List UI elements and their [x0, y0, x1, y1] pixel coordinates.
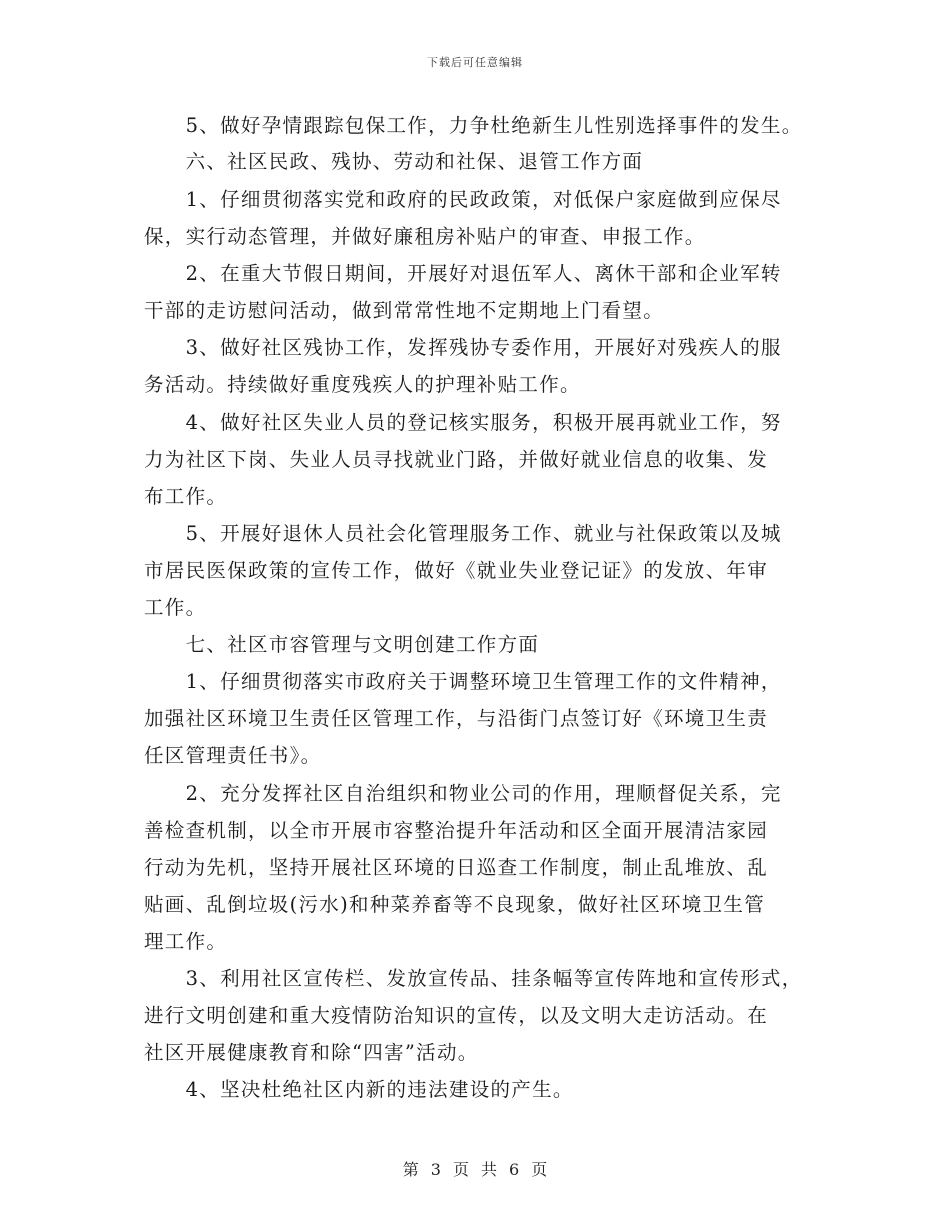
- page-label-unit: 页: [452, 1160, 469, 1179]
- text-line: 六、社区民政、残协、劳动和社保、退管工作方面: [144, 150, 644, 173]
- current-page-number: 3: [430, 1160, 441, 1179]
- total-page-number: 6: [509, 1160, 520, 1179]
- text-line: 贴画、乱倒垃圾(污水)和种菜养畜等不良现象，做好社区环境卫生管: [144, 893, 766, 916]
- text-line: 理工作。: [144, 930, 228, 953]
- text-line: 5、开展好退休人员社会化管理服务工作、就业与社保政策以及城: [144, 522, 782, 545]
- text-line: 4、坚决杜绝社区内新的违法建设的产生。: [144, 1078, 574, 1101]
- text-line: 任区管理责任书》。: [144, 744, 322, 767]
- text-line: 善检查机制，以全市开展市容整治提升年活动和区全面开展清洁家园: [144, 819, 769, 842]
- text-line: 5、做好孕情跟踪包保工作，力争杜绝新生儿性别选择事件的发生。: [144, 114, 803, 137]
- text-line: 工作。: [144, 596, 207, 619]
- text-line: 4、做好社区失业人员的登记核实服务，积极开展再就业工作，努: [144, 411, 782, 434]
- text-line: 务活动。持续做好重度残疾人的护理补贴工作。: [144, 373, 581, 396]
- text-line: 3、做好社区残协工作，发挥残协专委作用，开展好对残疾人的服: [144, 336, 782, 359]
- text-line: 1、仔细贯彻落实市政府关于调整环境卫生管理工作的文件精神，: [144, 670, 782, 693]
- text-line: 进行文明创建和重大疫情防治知识的宣传，以及文明大走访活动。在: [144, 1004, 769, 1027]
- text-line: 市居民医保政策的宣传工作，做好《就业失业登记证》的发放、年审: [144, 559, 769, 582]
- text-line: 七、社区市容管理与文明创建工作方面: [144, 633, 540, 656]
- text-line: 干部的走访慰问活动，做到常常性地不定期地上门看望。: [144, 299, 665, 322]
- text-line: 3、利用社区宣传栏、发放宣传品、挂条幅等宣传阵地和宣传形式，: [144, 967, 803, 990]
- text-line: 行动为先机，坚持开展社区环境的日巡查工作制度，制止乱堆放、乱: [144, 856, 769, 879]
- text-line: 力为社区下岗、失业人员寻找就业门路，并做好就业信息的收集、发: [144, 448, 769, 471]
- text-line: 1、仔细贯彻落实党和政府的民政政策，对低保户家庭做到应保尽: [144, 188, 782, 211]
- text-line: 加强社区环境卫生责任区管理工作，与沿街门点签订好《环境卫生责: [144, 707, 769, 730]
- text-line: 保，实行动态管理，并做好廉租房补贴户的审查、申报工作。: [144, 225, 706, 248]
- page-label-suffix: 页: [531, 1160, 548, 1179]
- text-line: 2、充分发挥社区自治组织和物业公司的作用，理顺督促关系，完: [144, 782, 782, 805]
- page-header-note: 下载后可任意编辑: [427, 56, 523, 69]
- text-line: 布工作。: [144, 485, 228, 508]
- page-label-total-prefix: 共: [481, 1160, 498, 1179]
- text-line: 2、在重大节假日期间，开展好对退伍军人、离休干部和企业军转: [144, 262, 782, 285]
- page-number-footer: [0, 1157, 950, 1180]
- text-line: 社区开展健康教育和除“四害”活动。: [144, 1041, 479, 1064]
- page-label-prefix: 第: [402, 1160, 419, 1179]
